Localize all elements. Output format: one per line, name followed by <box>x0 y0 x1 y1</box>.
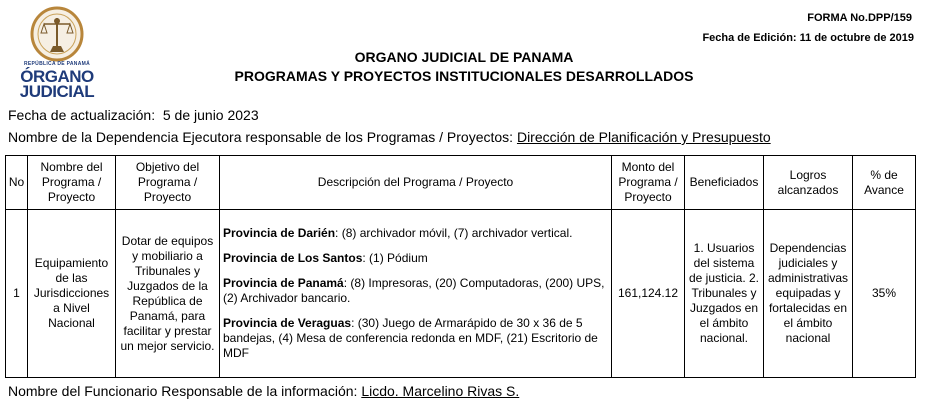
official-label: Nombre del Funcionario Responsable de la información: <box>8 383 358 399</box>
edition-date <box>702 32 914 44</box>
cell-description <box>220 210 612 378</box>
description-item <box>223 226 608 241</box>
header-progress: % de Avance <box>853 156 916 210</box>
document-subtitle: PROGRAMAS Y PROYECTOS INSTITUCIONALES DESARROLLADOS <box>234 68 694 84</box>
logo-word-organo: ÓRGANO <box>20 67 94 86</box>
table-header-row <box>6 156 916 210</box>
header-no: No <box>6 156 28 210</box>
logo-word-judicial: JUDICIAL <box>19 82 95 101</box>
header-beneficiaries: Beneficiados <box>685 156 764 210</box>
province-name: Provincia de Veraguas <box>223 316 352 330</box>
header-objective: Objetivo del Programa / Proyecto <box>116 156 220 210</box>
province-separator: : <box>362 251 366 265</box>
description-item <box>223 316 608 361</box>
update-label: Fecha de actualización: <box>8 107 156 123</box>
edition-value: 11 de octubre de 2019 <box>799 32 914 44</box>
dependency-value: Dirección de Planificación y Presupuesto <box>516 129 771 145</box>
official-line <box>8 383 519 399</box>
description-item <box>223 251 608 266</box>
table-row <box>6 210 916 378</box>
province-detail: (30) Juego de Armarápido de 30 x 36 de 5 bandejas, (4) Mesa de conferencia redonda en MDF, (21) Escritorio de MDF <box>223 316 598 360</box>
cell-objective: Dotar de equipos y mobiliario a Tribunales y Juzgados de la República de Panamá, para facilitar y prestar un mejor servicio. <box>116 210 220 378</box>
cell-beneficiaries: 1. Usuarios del sistema de justicia. 2. Tribunales y Juzgados en el ámbito nacional. <box>685 210 764 378</box>
header-description: Descripción del Programa / Proyecto <box>220 156 612 210</box>
dependency-label: Nombre de la Dependencia Ejecutora responsable de los Programas / Proyectos: <box>8 129 514 145</box>
edition-label: Fecha de Edición: <box>702 32 797 44</box>
province-detail: (8) archivador móvil, (7) archivador vertical. <box>338 226 573 240</box>
update-date <box>8 107 259 123</box>
province-detail: (1) Pódium <box>365 251 428 265</box>
form-code: FORMA No.DPP/159 <box>807 12 912 24</box>
description-item <box>223 276 608 306</box>
official-value: Licdo. Marcelino Rivas S. <box>361 383 520 399</box>
cell-amount: 161,124.12 <box>612 210 685 378</box>
header-amount: Monto del Programa / Proyecto <box>612 156 685 210</box>
province-separator: : <box>343 276 348 290</box>
programs-table <box>5 155 916 378</box>
header-achievements: Logros alcanzados <box>764 156 853 210</box>
cell-no: 1 <box>6 210 28 378</box>
header-name: Nombre del Programa / Proyecto <box>28 156 116 210</box>
province-name: Provincia de Los Santos <box>223 251 363 265</box>
cell-achievements: Dependencias judiciales y administrativas equipadas y fortalecidas en el ámbito nacional <box>764 210 853 378</box>
province-name: Provincia de Panamá <box>223 276 344 290</box>
cell-progress: 35% <box>853 210 916 378</box>
province-name: Provincia de Darién <box>223 226 336 240</box>
dependency-line <box>8 129 771 145</box>
document-title: ORGANO JUDICIAL DE PANAMA <box>354 49 574 65</box>
cell-name: Equipamiento de las Jurisdicciones a Nivel Nacional <box>28 210 116 378</box>
province-separator: : <box>335 226 339 240</box>
logo-small-text: REPÚBLICA DE PANAMÁ <box>24 61 90 67</box>
province-separator: : <box>351 316 355 330</box>
update-value: 5 de junio 2023 <box>162 107 259 123</box>
province-detail: (8) Impresoras, (20) Computadoras, (200) UPS, (2) Archivador bancario. <box>223 276 605 305</box>
